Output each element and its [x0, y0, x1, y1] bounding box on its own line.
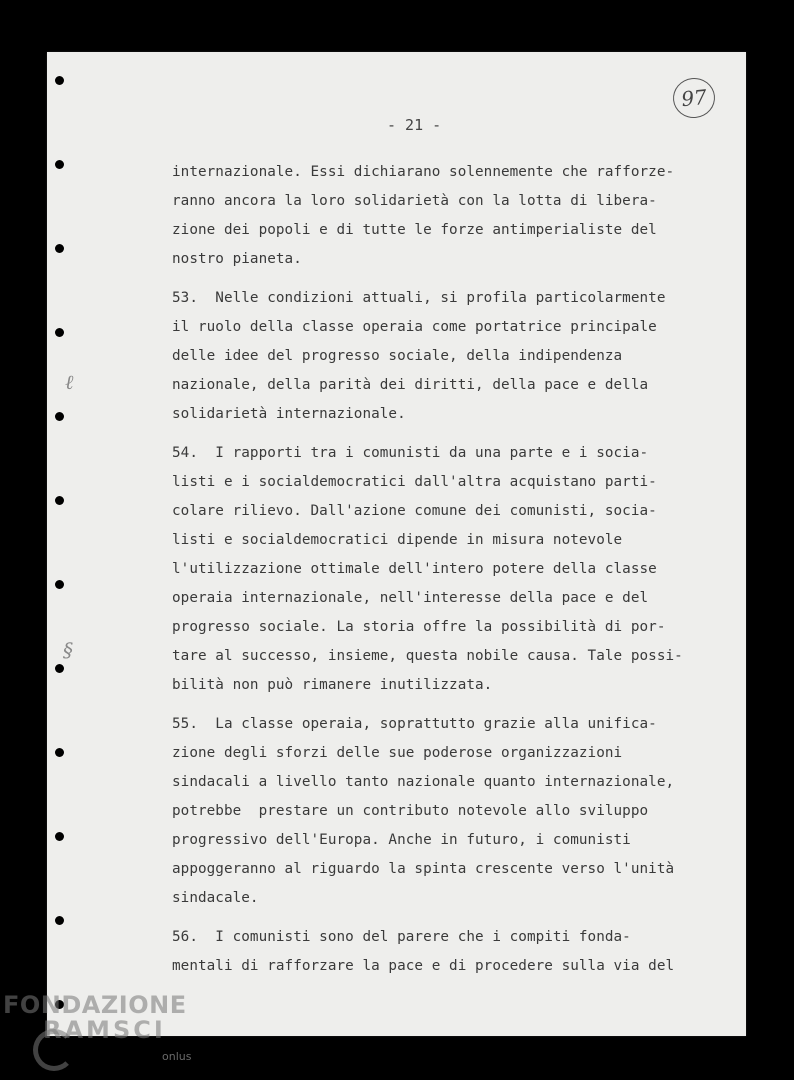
- foundation-watermark-logo: [3, 993, 187, 1043]
- text-line: operaia internazionale, nell'interesse della pace e del: [172, 590, 649, 606]
- text-line: progressivo dell'Europa. Anche in futuro, i comunisti: [172, 832, 631, 848]
- watermark-g-icon: [33, 1029, 75, 1071]
- text-line: listi e i socialdemocratici dall'altra acquistano parti-: [172, 474, 657, 490]
- paragraph: [172, 923, 702, 981]
- text-line: tare al successo, insieme, questa nobile causa. Tale possi-: [172, 648, 683, 664]
- text-line: mentali di rafforzare la pace e di procedere sulla via del: [172, 958, 675, 974]
- text-line: sindacali a livello tanto nazionale quanto internazionale,: [172, 774, 675, 790]
- text-line: potrebbe prestare un contributo notevole allo sviluppo: [172, 803, 649, 819]
- paragraph: [172, 284, 702, 429]
- text-line: 56. I comunisti sono del parere che i compiti fonda-: [172, 929, 631, 945]
- punch-hole: [55, 160, 64, 169]
- text-line: listi e socialdemocratici dipende in misura notevole: [172, 532, 623, 548]
- text-line: nostro pianeta.: [172, 251, 302, 267]
- text-line: l'utilizzazione ottimale dell'intero potere della classe: [172, 561, 657, 577]
- punch-hole: [55, 244, 64, 253]
- text-line: delle idee del progresso sociale, della indipendenza: [172, 348, 623, 364]
- punch-hole: [55, 580, 64, 589]
- archive-number-stamp: 97: [671, 76, 717, 120]
- punch-hole: [55, 916, 64, 925]
- punch-hole: [55, 496, 64, 505]
- text-line: 53. Nelle condizioni attuali, si profila particolarmente: [172, 290, 666, 306]
- paragraph: [172, 439, 702, 700]
- text-line: bilità non può rimanere inutilizzata.: [172, 677, 493, 693]
- punch-hole: [55, 76, 64, 85]
- punch-hole: [55, 328, 64, 337]
- text-line: 55. La classe operaia, soprattutto grazie alla unifica-: [172, 716, 657, 732]
- punch-hole: [55, 664, 64, 673]
- punch-hole: [55, 832, 64, 841]
- handwritten-margin-mark: §: [63, 638, 73, 662]
- text-line: colare rilievo. Dall'azione comune dei comunisti, socia-: [172, 503, 657, 519]
- page-number: - 21 -: [387, 116, 442, 134]
- watermark-sub: onlus: [162, 1050, 192, 1063]
- text-line: sindacale.: [172, 890, 259, 906]
- punch-hole: [55, 412, 64, 421]
- text-line: 54. I rapporti tra i comunisti da una parte e i socia-: [172, 445, 649, 461]
- text-line: progresso sociale. La storia offre la possibilità di por-: [172, 619, 666, 635]
- watermark-line2: RAMSCI: [43, 1016, 166, 1044]
- watermark-line1: FONDAZIONE: [3, 991, 187, 1019]
- text-line: zione dei popoli e di tutte le forze antimperialiste del: [172, 222, 657, 238]
- body-text: [172, 158, 702, 991]
- paragraph: [172, 710, 702, 913]
- text-line: il ruolo della classe operaia come portatrice principale: [172, 319, 657, 335]
- text-line: solidarietà internazionale.: [172, 406, 406, 422]
- text-line: internazionale. Essi dichiarano solennemente che rafforze-: [172, 164, 675, 180]
- document-page: [47, 52, 746, 1036]
- text-line: ranno ancora la loro solidarietà con la lotta di libera-: [172, 193, 657, 209]
- text-line: appoggeranno al riguardo la spinta crescente verso l'unità: [172, 861, 675, 877]
- text-line: zione degli sforzi delle sue poderose organizzazioni: [172, 745, 623, 761]
- text-line: nazionale, della parità dei diritti, della pace e della: [172, 377, 649, 393]
- punch-hole: [55, 748, 64, 757]
- handwritten-margin-mark: ℓ: [65, 370, 74, 394]
- paragraph: [172, 158, 702, 274]
